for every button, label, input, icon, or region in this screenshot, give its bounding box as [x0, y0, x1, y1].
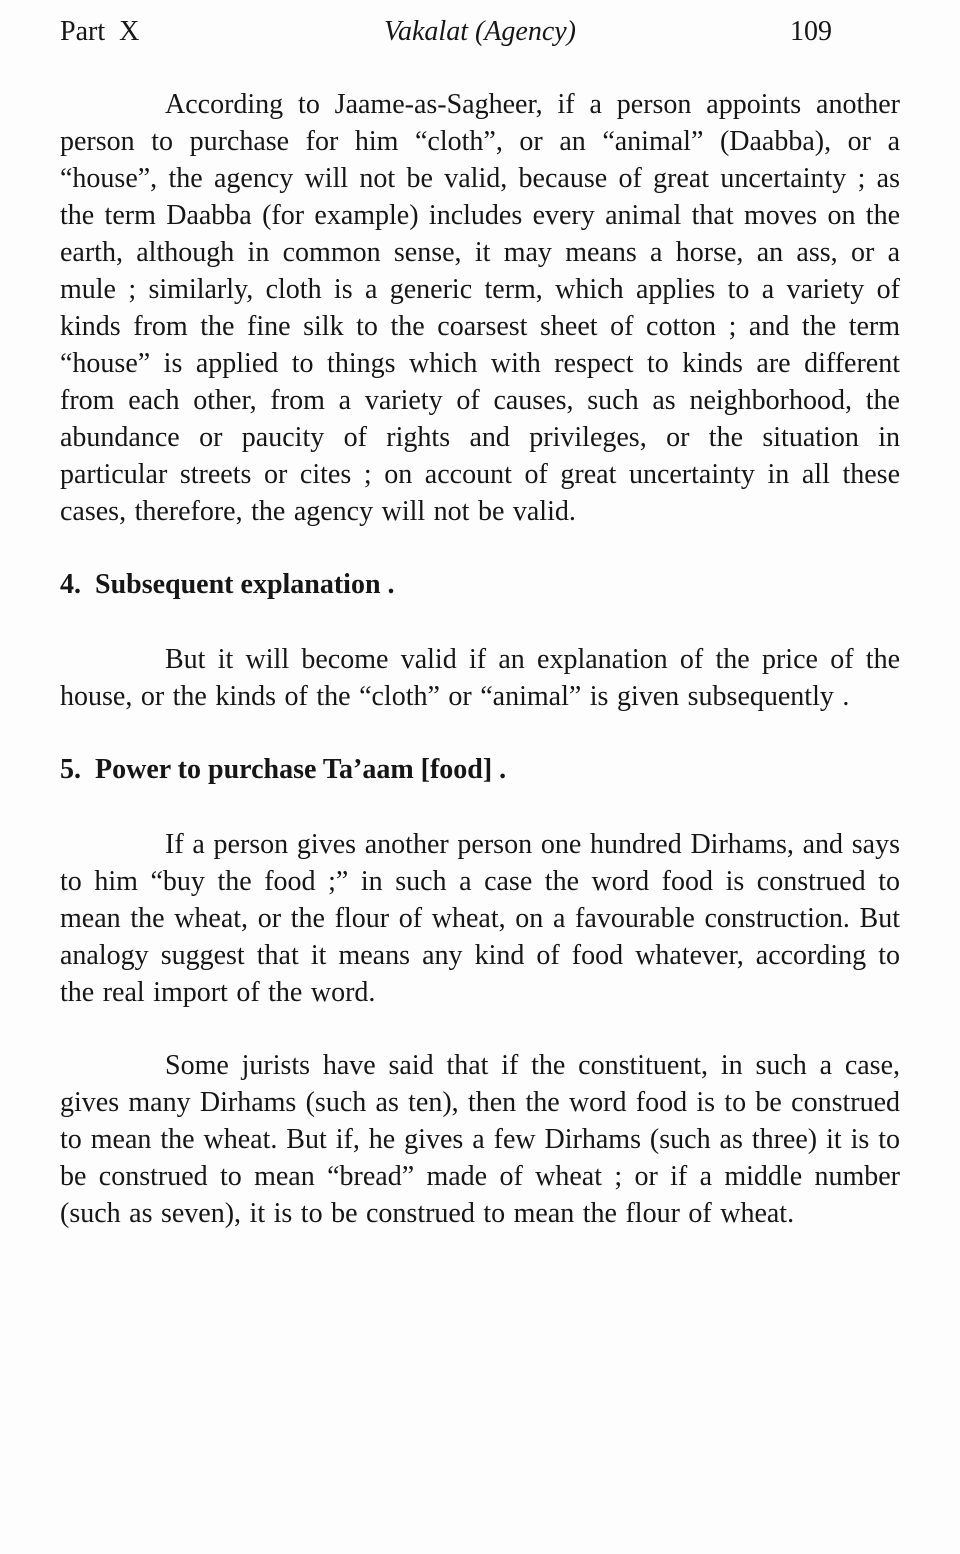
- header-chapter-title: Vakalat (Agency): [383, 16, 577, 47]
- paragraph-hundred-dirhams: If a person gives another person one hundred Dirhams, and says to him “buy the food ;” in such a case the word food is construed to mean the wheat, or the flour of wheat, on a favourable construction. But analogy suggest that it means any kind of food whatever, according to the real import of the word.: [60, 829, 900, 1008]
- section-heading-subsequent-explanation: 4. Subsequent explanation .: [60, 569, 395, 600]
- paragraph-agency-validity: According to Jaame-as-Sagheer, if a person appoints another person to purchase for him “cloth”, or an “animal” (Daabba), or a “house”, the agency will not be valid, because of great uncertainty ; as the term Daabba (for example) includes every animal that moves on the earth, although in common sense, it may means a horse, an ass, or a mule ; similarly, cloth is a generic term, which applies to a variety of kinds from the fine silk to the coarsest sheet of cotton ; and the term “house” is applied to things which with respect to kinds are different from each other, from a variety of causes, such as neighborhood, the abundance or paucity of rights and privileges, or the situation in particular streets or cites ; on account of great uncertainty in all these cases, therefore, the agency will not be valid.: [60, 89, 900, 527]
- page-body: [60, 86, 900, 1232]
- header-page-number: 109: [790, 16, 832, 47]
- page-header: [60, 14, 900, 50]
- paragraph-jurists-dirhams: Some jurists have said that if the constituent, in such a case, gives many Dirhams (such as ten), then the word food is to be construed to mean the wheat. But if, he gives a few Dirhams (such as three) it is to be construed to mean “bread” made of wheat ; or if a middle number (such as seven), it is to be construed to mean the flour of wheat.: [60, 1050, 900, 1229]
- header-part-label: Part X: [60, 16, 140, 47]
- section-heading-power-to-purchase-taaam: 5. Power to purchase Ta’aam [food] .: [60, 754, 507, 785]
- paragraph-subsequent-explanation: But it will become valid if an explanation of the price of the house, or the kinds of the “cloth” or “animal” is given subsequently .: [60, 644, 900, 712]
